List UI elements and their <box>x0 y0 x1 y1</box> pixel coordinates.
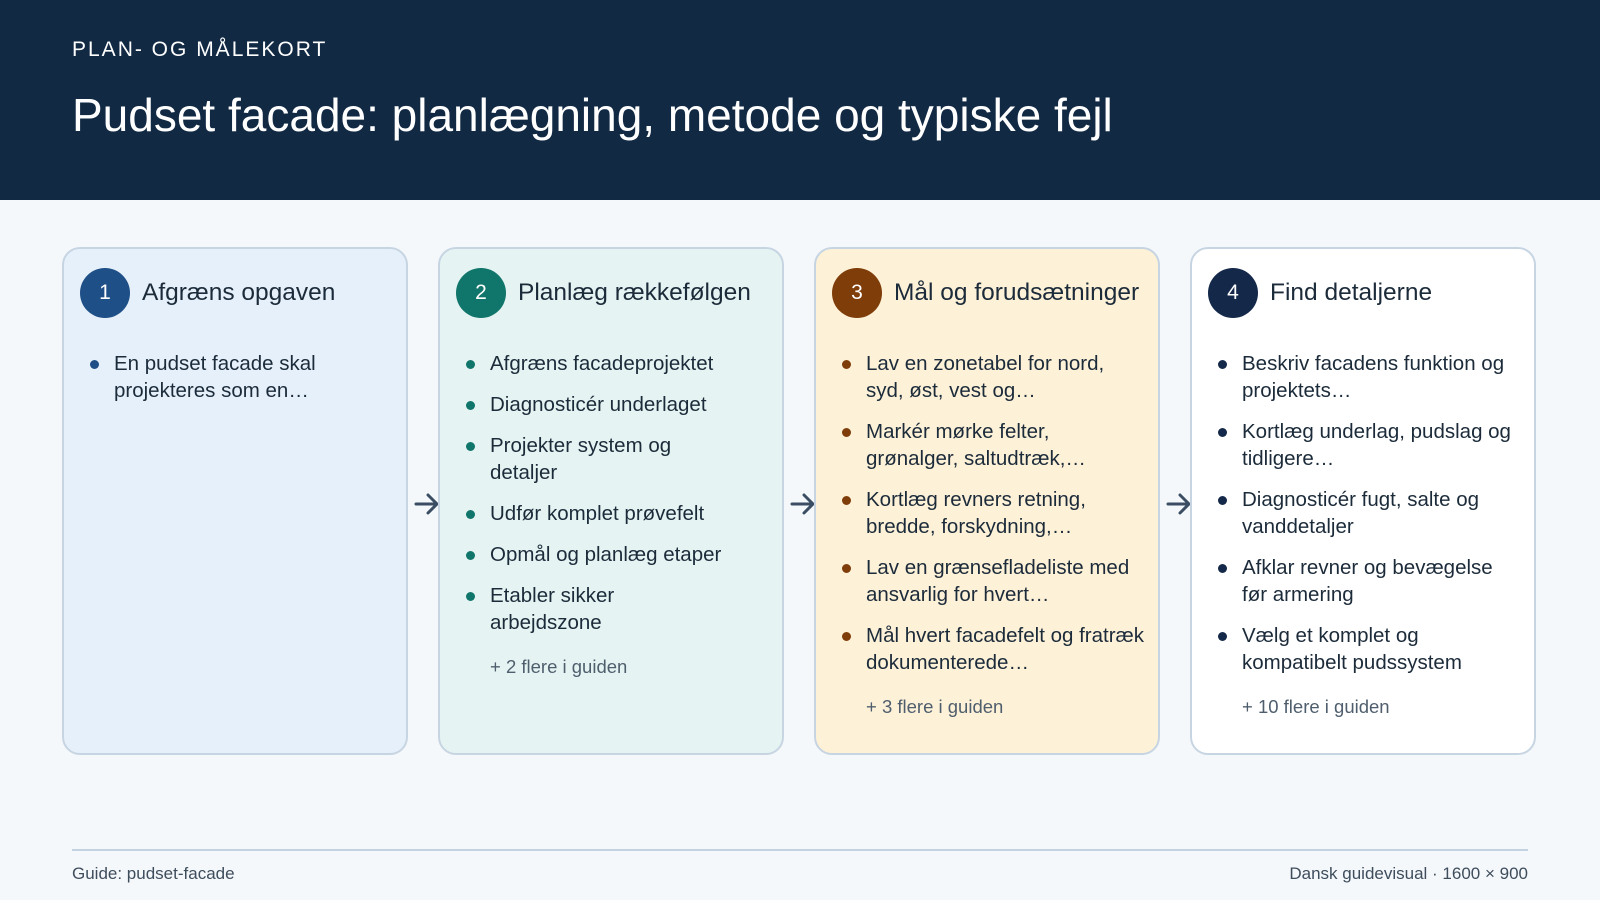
list-item: Vælg et komplet og kompatibelt pudssystem <box>1218 622 1522 676</box>
card-title: Afgræns opgaven <box>142 279 336 306</box>
list-item: Mål hvert facadefelt og fratræk dokumenterede… <box>842 622 1146 676</box>
list-item: Lav en grænsefladeliste med ansvarlig for hvert… <box>842 554 1146 608</box>
bullet-icon <box>90 360 99 369</box>
list-item: Diagnosticér underlaget <box>466 391 770 418</box>
header-banner <box>0 0 1600 200</box>
footer-guide-label: Guide: pudset-facade <box>72 864 235 883</box>
step-number-badge: 2 <box>456 268 506 318</box>
bullet-icon <box>1218 428 1227 437</box>
arrow-right-icon <box>1165 490 1193 518</box>
bullet-list <box>1218 350 1522 690</box>
list-item: Lav en zonetabel for nord, syd, øst, vest og… <box>842 350 1146 404</box>
bullet-icon <box>842 632 851 641</box>
bullet-icon <box>1218 360 1227 369</box>
step-card-1 <box>62 247 408 755</box>
arrow-right-icon <box>789 490 817 518</box>
card-header <box>80 268 335 318</box>
bullet-list <box>90 350 394 418</box>
bullet-icon <box>466 551 475 560</box>
list-item: Beskriv facadens funktion og projektets… <box>1218 350 1522 404</box>
list-item: Udfør komplet prøvefelt <box>466 500 770 527</box>
step-number-badge: 1 <box>80 268 130 318</box>
step-card-2 <box>438 247 784 755</box>
card-header <box>832 268 1139 318</box>
bullet-icon <box>842 360 851 369</box>
bullet-icon <box>1218 564 1227 573</box>
more-in-guide: + 2 flere i guiden <box>490 656 628 677</box>
card-title: Planlæg rækkefølgen <box>518 279 751 306</box>
footer-divider <box>72 849 1528 851</box>
bullet-icon <box>466 592 475 601</box>
list-item: Diagnosticér fugt, salte og vanddetaljer <box>1218 486 1522 540</box>
list-item: Etabler sikker arbejdszone <box>466 582 770 636</box>
list-item: Projekter system og detaljer <box>466 432 770 486</box>
list-item: Kortlæg underlag, pudslag og tidligere… <box>1218 418 1522 472</box>
card-header <box>1208 268 1432 318</box>
step-number-badge: 4 <box>1208 268 1258 318</box>
list-item: Kortlæg revners retning, bredde, forskydning,… <box>842 486 1146 540</box>
bullet-icon <box>842 496 851 505</box>
bullet-icon <box>466 360 475 369</box>
list-item: En pudset facade skal projekteres som en… <box>90 350 394 404</box>
bullet-icon <box>1218 632 1227 641</box>
bullet-icon <box>466 442 475 451</box>
card-title: Mål og forudsætninger <box>894 279 1140 306</box>
list-item: Afgræns facadeprojektet <box>466 350 770 377</box>
step-card-3 <box>814 247 1160 755</box>
card-title: Find detaljerne <box>1270 279 1433 306</box>
step-number-badge: 3 <box>832 268 882 318</box>
footer-meta-label: Dansk guidevisual · 1600 × 900 <box>1289 864 1528 883</box>
bullet-icon <box>466 510 475 519</box>
bullet-list <box>842 350 1146 690</box>
bullet-icon <box>842 564 851 573</box>
bullet-icon <box>1218 496 1227 505</box>
bullet-icon <box>466 401 475 410</box>
bullet-icon <box>842 428 851 437</box>
eyebrow-label: PLAN- OG MÅLEKORT <box>72 38 328 61</box>
step-card-4 <box>1190 247 1536 755</box>
list-item: Markér mørke felter, grønalger, saltudtræk,… <box>842 418 1146 472</box>
list-item: Afklar revner og bevægelse før armering <box>1218 554 1522 608</box>
card-header <box>456 268 751 318</box>
more-in-guide: + 3 flere i guiden <box>866 696 1004 717</box>
bullet-list <box>466 350 770 650</box>
more-in-guide: + 10 flere i guiden <box>1242 696 1390 717</box>
arrow-right-icon <box>413 490 441 518</box>
list-item: Opmål og planlæg etaper <box>466 541 770 568</box>
page-title: Pudset facade: planlægning, metode og typiske fejl <box>72 89 1113 141</box>
